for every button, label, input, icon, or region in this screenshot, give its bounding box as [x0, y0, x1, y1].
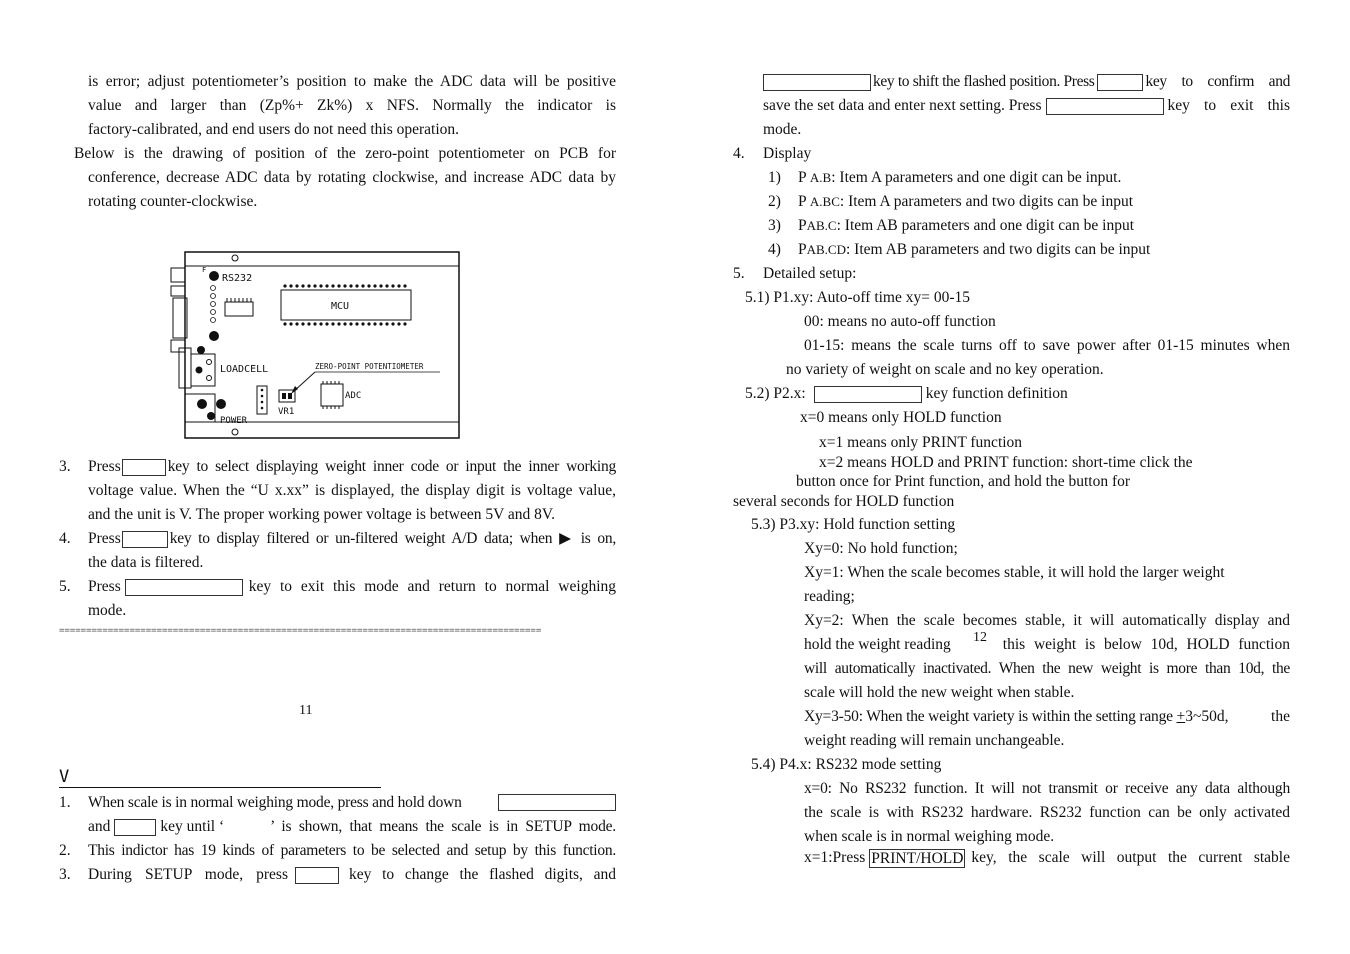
text-b: 3~50d, the: [1185, 708, 1290, 725]
list-number: 3): [768, 217, 781, 234]
list-item: [88, 457, 616, 477]
list-number: 2.: [59, 842, 71, 859]
paragraph-line: reading;: [804, 588, 855, 605]
item-text-b: key to change the flashed digits, and: [349, 866, 616, 883]
power-label: POWER: [220, 416, 248, 426]
paragraph-line: factory-calibrated, and end users do not need this operation.: [88, 121, 460, 138]
paragraph-line: value and larger than (Zp%+ Zk%) x NFS. Normally the indicator is: [88, 97, 616, 114]
key-box: [125, 579, 243, 596]
text-a: Xy=3-50: When the weight variety is within the setting range: [804, 708, 1177, 725]
list-item: [88, 865, 616, 885]
text-a: x=1:Press: [804, 849, 866, 866]
section-underline: [59, 787, 381, 788]
pcb-diagram: [165, 248, 465, 444]
item-text-b: key to exit this mode and return to normal weighing: [248, 578, 616, 595]
adc-label: ADC: [345, 391, 362, 401]
text-a: hold the weight reading: [804, 636, 951, 653]
mcu-label: MCU: [331, 301, 350, 312]
item-text-c: key to confirm and: [1145, 73, 1290, 90]
paragraph-line: [804, 848, 1290, 868]
list-item-line: mode.: [88, 602, 127, 619]
paragraph-line: x=0 means only HOLD function: [800, 409, 1002, 426]
paragraph-line: rotating counter-clockwise.: [88, 193, 258, 210]
item-text-b: key to select displaying weight inner code or input the inner working: [167, 458, 616, 475]
p-code: P: [798, 241, 807, 258]
list-number: 5.: [733, 265, 745, 282]
item-text-b: key to shift the flashed position. Press: [873, 73, 1095, 90]
display-item: [798, 240, 1150, 260]
list-item: [763, 72, 1290, 92]
paragraph-line: Below is the drawing of position of the zero-point potentiometer on PCB for: [74, 145, 616, 162]
paragraph-line: mode.: [763, 121, 802, 138]
key-box: [498, 794, 616, 811]
page-number: 11: [299, 703, 313, 718]
paragraph-line: several seconds for HOLD function: [733, 493, 955, 510]
list-number: 5.: [59, 578, 71, 595]
subsection-title: 5.3) P3.xy: Hold function setting: [751, 516, 956, 533]
page-number: 12: [973, 630, 987, 645]
section-letter: V: [59, 767, 70, 787]
text-b: key, the scale will output the current stable: [971, 849, 1290, 866]
p-code: P: [798, 217, 807, 234]
paragraph-line: x=0: No RS232 function. It will not transmit or receive any data although: [804, 780, 1290, 797]
p-code-sub: AB.CD: [806, 242, 846, 257]
title-text-a: 5.2) P2.x:: [745, 385, 806, 402]
paragraph-line: button once for Print function, and hold the button for: [796, 473, 1131, 490]
list-number: 2): [768, 193, 781, 210]
item-text-b: key to display filtered or un-filtered weight A/D data; when ▶ is on,: [169, 530, 616, 547]
list-item-line: When scale is in normal weighing mode, press and hold down: [88, 794, 462, 811]
item-text-a: Press: [88, 530, 121, 547]
display-desc: : Item AB parameters and one digit can be input: [836, 217, 1135, 234]
list-number: 4.: [59, 530, 71, 547]
display-item: [798, 192, 1133, 212]
section-heading: Detailed setup:: [763, 265, 857, 282]
paragraph-line: will automatically inactivated. When the new weight is more than 10d, the: [804, 660, 1290, 677]
item-text-b: key to exit this: [1167, 97, 1290, 114]
item-text-a: save the set data and enter next setting. Press: [763, 97, 1042, 114]
paragraph-line: conference, decrease ADC data by rotating clockwise, and increase ADC data by: [88, 169, 616, 186]
paragraph-line: scale will hold the new weight when stable.: [804, 684, 1075, 701]
list-number: 3.: [59, 866, 71, 883]
key-box: [122, 459, 166, 476]
key-box: [1097, 74, 1143, 91]
list-item: [763, 96, 1290, 116]
paragraph-line: [804, 707, 1290, 727]
paragraph-line: the scale is with RS232 hardware. RS232 function can be only activated: [804, 804, 1290, 821]
p-code: P: [798, 193, 810, 210]
paragraph-line: is error; adjust potentiometer’s position to make the ADC data will be positive: [88, 73, 616, 90]
paragraph-line: x=1 means only PRINT function: [819, 434, 1023, 451]
list-item: [88, 529, 616, 549]
p-code-sub: A.B: [809, 170, 832, 185]
p-code-sub: A.BC: [809, 194, 840, 209]
key-box: [295, 867, 339, 884]
paragraph-line: when scale is in normal weighing mode.: [804, 828, 1055, 845]
list-number: 1): [768, 169, 781, 186]
text-b: this weight is below 10d, HOLD function: [1002, 636, 1290, 653]
p-code-sub: AB.C: [806, 218, 837, 233]
list-item-line: the data is filtered.: [88, 554, 204, 571]
paragraph-line: 00: means no auto-off function: [804, 313, 996, 330]
display-item: [798, 168, 1121, 188]
key-box: [122, 531, 168, 548]
list-number: 3.: [59, 458, 71, 475]
paragraph-line: Xy=0: No hold function;: [804, 540, 958, 557]
item-text-a: and: [88, 818, 111, 835]
loadcell-label: LOADCELL: [220, 364, 269, 375]
key-box: [1046, 98, 1164, 115]
paragraph-line: weight reading will remain unchangeable.: [804, 732, 1065, 749]
list-item-line: and the unit is V. The proper working power voltage is between 5V and 8V.: [88, 506, 555, 523]
list-number: 4): [768, 241, 781, 258]
list-item-line: voltage value. When the “U x.xx” is displayed, the display digit is voltage value,: [88, 482, 616, 499]
key-box: [814, 386, 922, 403]
item-text-a: During SETUP mode, press: [88, 866, 288, 883]
item-text-b: key until ‘: [160, 818, 225, 835]
p-code: P: [798, 169, 810, 186]
paragraph-line: x=2 means HOLD and PRINT function: short-time click the: [819, 454, 1193, 471]
subsection-title: [745, 384, 1068, 404]
vr1-label: VR1: [278, 407, 295, 417]
svg-text:F: F: [202, 266, 207, 274]
display-desc: : Item A parameters and one digit can be input.: [831, 169, 1122, 186]
display-desc: : Item AB parameters and two digits can be input: [846, 241, 1151, 258]
paragraph-line: Xy=2: When the scale becomes stable, it will automatically display and: [804, 612, 1290, 629]
list-item: [88, 577, 616, 597]
item-text-c: ’ is shown, that means the scale is in SETUP mode.: [270, 818, 616, 835]
item-text-a: Press: [88, 458, 121, 475]
list-number: 1.: [59, 794, 71, 811]
display-item: [798, 216, 1134, 236]
paragraph-line: Xy=1: When the scale becomes stable, it will hold the larger weight: [804, 564, 1225, 581]
key-box: [114, 819, 156, 836]
rs232-label: RS232: [222, 273, 253, 284]
section-heading: Display: [763, 145, 812, 162]
title-text-b: key function definition: [925, 385, 1068, 402]
key-box: [763, 74, 871, 91]
paragraph-line: 01-15: means the scale turns off to save power after 01-15 minutes when: [804, 337, 1290, 354]
item-text-a: Press: [88, 578, 121, 595]
subsection-title: 5.1) P1.xy: Auto-off time xy= 00-15: [745, 289, 971, 306]
zero-point-label: ZERO-POINT POTENTIOMETER: [315, 362, 424, 371]
display-desc: : Item A parameters and two digits can be input: [839, 193, 1134, 210]
subsection-title: 5.4) P4.x: RS232 mode setting: [751, 756, 942, 773]
separator-line: =========================================================================================: [59, 626, 542, 636]
list-item-line: This indictor has 19 kinds of parameters to be selected and setup by this function.: [88, 842, 616, 859]
list-number: 4.: [733, 145, 745, 162]
plus-minus: +: [1176, 708, 1186, 725]
paragraph-line: no variety of weight on scale and no key operation.: [786, 361, 1104, 378]
print-hold-key: PRINT/HOLD: [871, 849, 964, 867]
paragraph-line: [804, 635, 1290, 655]
list-item: [88, 817, 616, 837]
